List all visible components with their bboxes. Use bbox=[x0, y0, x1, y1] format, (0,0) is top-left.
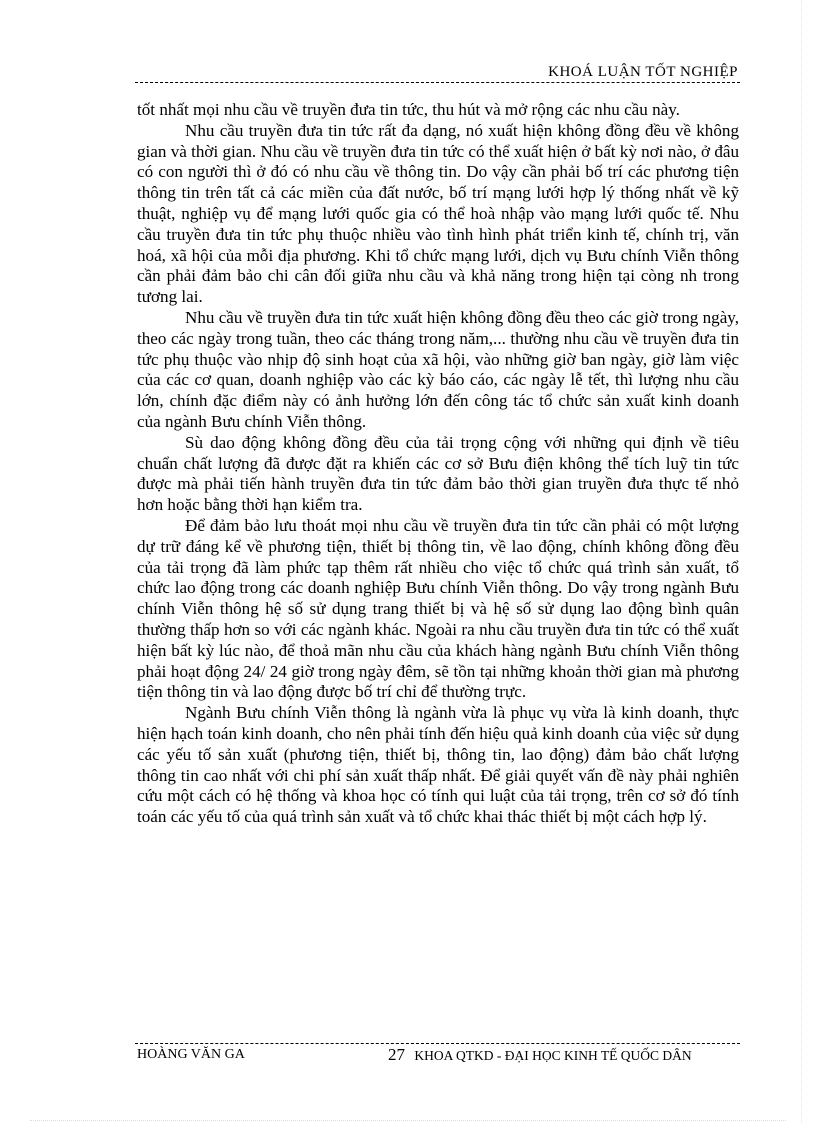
running-header: KHOÁ LUẬN TỐT NGHIỆP bbox=[548, 64, 738, 80]
page-edge bbox=[801, 0, 802, 1123]
header-divider bbox=[135, 82, 740, 83]
document-body bbox=[137, 100, 739, 828]
page-bottom-edge bbox=[30, 1120, 786, 1121]
footer-author: HOÀNG VĂN GA bbox=[137, 1047, 245, 1062]
footer-faculty: KHOA QTKD - ĐẠI HỌC KINH TẾ QUỐC DÂN bbox=[414, 1048, 692, 1063]
page-number: 27 bbox=[388, 1045, 405, 1064]
paragraph: Nhu cầu về truyền đưa tin tức xuất hiện không đồng đều theo các giờ trong ngày, theo các ngày trong tuần, theo các tháng trong năm,... thường nhu cầu về truyền đưa tin tức phụ thuộc vào nhịp độ sinh hoạt của xã hội, vào những giờ ban ngày, giờ làm việc của các cơ quan, doanh nghiệp vào các kỳ báo cáo, các ngày lễ tết, thì lượng nhu cầu lớn, chính đặc điểm này có ảnh hưởng lớn đến công tác tổ chức sản xuất kinh doanh của ngành Bưu chính Viễn thông. bbox=[137, 307, 739, 431]
paragraph: Sù dao động không đồng đều của tải trọng cộng với những qui định về tiêu chuẩn chất lượng đã được đặt ra khiến các cơ sở Bưu điện không thể tích luỹ tin tức được mà phải tiến hành truyền đưa tin tức đảm bảo thời gian truyền đưa thực tế nhỏ hơn hoặc bằng thời hạn kiểm tra. bbox=[137, 432, 739, 515]
paragraph: Nhu cầu truyền đưa tin tức rất đa dạng, nó xuất hiện không đồng đều về không gian và thời gian. Nhu cầu về truyền đưa tin tức có thể xuất hiện ở bất kỳ nơi nào, ở đâu có con người thì ở đó có nhu cầu về thông tin. Do vậy cần phải bố trí các phương tiện thông tin trên tất cả các miền của đất nước, bố trí mạng lưới hợp lý thống nhất về kỹ thuật, nghiệp vụ để mạng lưới quốc gia có thể hoà nhập vào mạng lưới quốc tế. Nhu cầu truyền đưa tin tức phụ thuộc nhiều vào tình hình phát triển kinh tế, chính trị, văn hoá, xã hội của mỗi địa phương. Khi tổ chức mạng lưới, dịch vụ Bưu chính Viễn thông cần phải đảm bảo chi cân đối giữa nhu cầu và khả năng trong hiện tại còng nh trong tương lai. bbox=[137, 120, 740, 307]
paragraph: Ngành Bưu chính Viễn thông là ngành vừa là phục vụ vừa là kinh doanh, thực hiện hạch toán kinh doanh, cho nên phải tính đến hiệu quả kinh doanh của việc sử dụng các yếu tố sản xuất (phương tiện, thiết bị, thông tin, lao động) đảm bảo chất lượng thông tin cao nhất với chi phí sản xuất thấp nhất. Để giải quyết vấn đề này phải nghiên cứu một cách có hệ thống và khoa học có tính qui luật của tải trọng, trên cơ sở đó tính toán các yếu tố của quá trình sản xuất và tổ chức khai thác thiết bị một cách hợp lý. bbox=[137, 703, 739, 827]
footer-divider bbox=[135, 1043, 740, 1044]
footer-info bbox=[388, 1045, 692, 1065]
paragraph: tốt nhất mọi nhu cầu về truyền đưa tin tức, thu hút và mở rộng các nhu cầu này. bbox=[137, 100, 680, 119]
paragraph: Để đảm bảo lưu thoát mọi nhu cầu về truyền đưa tin tức cần phải có một lượng dự trữ đáng kể về phương tiện, thiết bị thông tin, về lao động, chính không đồng đều của tải trọng đã làm phức tạp thêm rất nhiều cho việc tổ chức quá trình sản xuất, tổ chức lao động trong các doanh nghiệp Bưu chính Viễn thông. Do vậy trong ngành Bưu chính Viễn thông hệ số sử dụng trang thiết bị và hệ số sử dụng lao động bình quân thường thấp hơn so với các ngành khác. Ngoài ra nhu cầu truyền đưa tin tức có thể xuất hiện bất kỳ lúc nào, để thoả mãn nhu cầu của khách hàng ngành Bưu chính Viễn thông phải hoạt động 24/ 24 giờ trong ngày đêm, sẽ tồn tại những khoản thời gian mà phương tiện thông tin và lao động được bố trí chỉ để thường trực. bbox=[137, 515, 739, 702]
